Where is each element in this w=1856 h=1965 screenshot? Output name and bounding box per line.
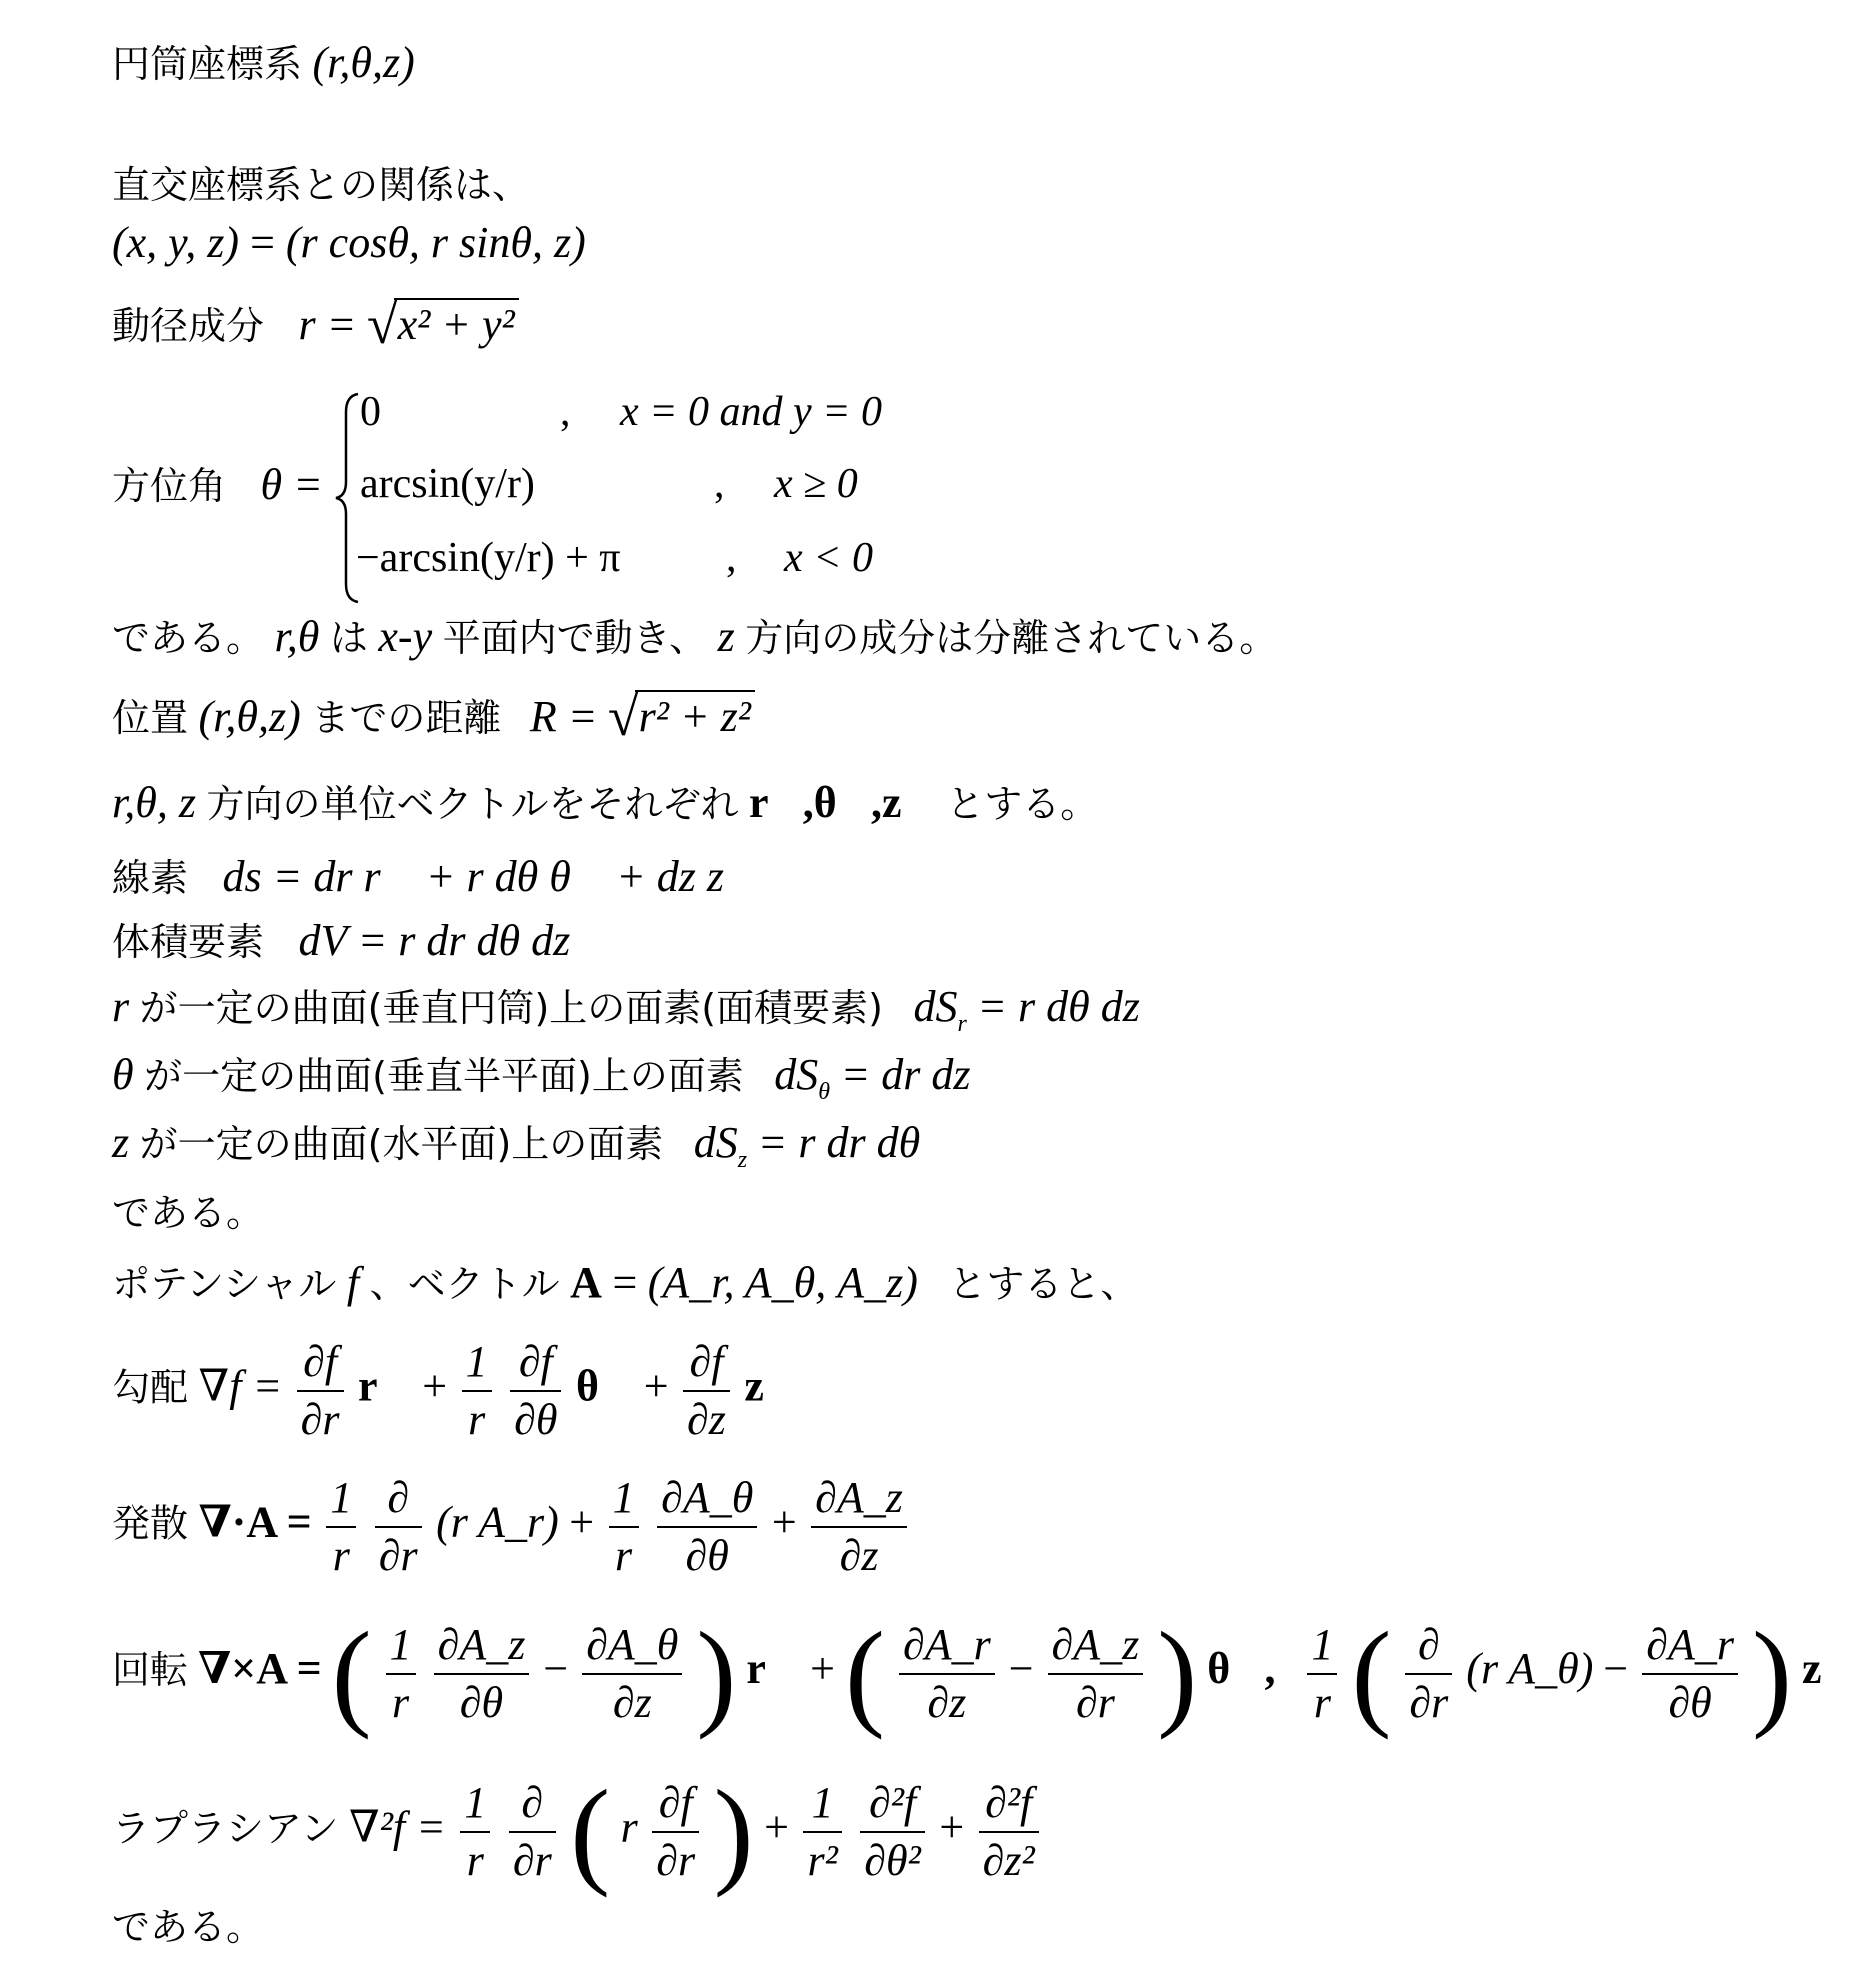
potential-line xyxy=(112,1258,1138,1309)
s1-vars: r,θ xyxy=(274,612,320,661)
grad-frac-1 xyxy=(297,1337,344,1444)
section-title xyxy=(112,38,415,89)
case-cond: x = 0 and y = 0 xyxy=(620,389,882,435)
pot-comps: (A_r, A_θ, A_z) xyxy=(647,1258,918,1307)
denominator: r xyxy=(468,1395,486,1444)
title-text: 円筒座標系 xyxy=(112,42,303,86)
curl-v2: θ⃗, xyxy=(1207,1644,1276,1694)
denominator: ∂r xyxy=(656,1836,696,1885)
s1-d: 方向の成分は分離されている。 xyxy=(745,616,1278,660)
div-lhs: ∇·A = xyxy=(198,1497,312,1547)
numerator: ∂f xyxy=(683,1340,730,1392)
numerator: ∂A_θ xyxy=(657,1476,757,1528)
denominator: ∂r xyxy=(300,1395,340,1444)
surface-r-sub: r xyxy=(957,1011,967,1037)
grad-frac-2 xyxy=(510,1337,561,1444)
numerator: ∂²f xyxy=(860,1781,925,1833)
line-element-formula: ds = dr r⃗ + r dθ θ⃗ + dz z⃗ xyxy=(222,852,759,901)
numerator: ∂ xyxy=(509,1781,556,1833)
dist-math: (r,θ,z) xyxy=(198,692,301,741)
denominator: ∂θ xyxy=(459,1678,504,1727)
denominator: r xyxy=(1313,1678,1332,1727)
grad-lhs: ∇f = xyxy=(198,1361,283,1411)
title-math: (r,θ,z) xyxy=(312,38,415,87)
div-plus: + xyxy=(771,1497,797,1547)
dist-b: までの距離 xyxy=(311,696,502,740)
numerator: ∂ xyxy=(375,1476,422,1528)
surface-r-text: が一定の曲面(垂直円筒)上の面素(面積要素) xyxy=(139,986,883,1030)
dist-a: 位置 xyxy=(112,696,189,740)
grad-v1: r⃗ xyxy=(358,1361,412,1411)
s3-text: である。 xyxy=(112,1905,265,1949)
lap-lhs: ∇²f = xyxy=(348,1802,446,1852)
numerator: ∂f xyxy=(297,1340,344,1392)
volume-element-formula: dV = r dr dθ dz xyxy=(298,916,571,965)
case-comma xyxy=(560,388,571,436)
numerator: 1 xyxy=(462,1340,492,1392)
numerator: ∂A_z xyxy=(1048,1623,1144,1675)
grad-frac-3 xyxy=(683,1337,730,1444)
units-vars: r,θ, z xyxy=(112,778,196,827)
surface-z-var: z xyxy=(112,1118,130,1167)
grad-plus: + xyxy=(643,1361,669,1411)
curl-plus: + xyxy=(810,1644,835,1694)
paren-close: ) xyxy=(1157,1607,1198,1740)
volume-element-label: 体積要素 xyxy=(112,920,265,964)
div-coef-1 xyxy=(326,1473,356,1580)
units-vecs: r⃗,θ⃗,z⃗ xyxy=(749,778,936,827)
curl-coef-1 xyxy=(386,1620,416,1727)
div-deriv-3 xyxy=(811,1473,907,1580)
pot-b: 、ベクトル xyxy=(369,1262,560,1306)
lap-deriv-2 xyxy=(860,1778,925,1885)
units-a: 方向の単位ベクトルをそれぞれ xyxy=(206,782,739,826)
relation-lhs: (x, y, z) xyxy=(112,218,240,267)
case-cond: x ≥ 0 xyxy=(774,461,858,507)
units-b: とする。 xyxy=(946,782,1099,826)
sentence-plane xyxy=(112,612,1277,663)
radial-label: 動径成分 xyxy=(112,304,265,348)
curl-minus: − xyxy=(1008,1644,1034,1694)
paren-close: ) xyxy=(696,1607,737,1740)
intro-text: 直交座標系との関係は、 xyxy=(112,163,531,207)
radial-line xyxy=(112,294,519,356)
numerator: ∂f xyxy=(652,1781,699,1833)
grad-v2: θ⃗ xyxy=(575,1361,634,1411)
grad-plus: + xyxy=(422,1361,448,1411)
surface-theta-text: が一定の曲面(垂直半平面)上の面素 xyxy=(144,1054,744,1098)
numerator: 1 xyxy=(609,1476,639,1528)
line-element xyxy=(112,852,758,903)
s2-text: である。 xyxy=(112,1191,265,1235)
curl-coef-3 xyxy=(1307,1620,1337,1727)
dist-radicand: r² + z² xyxy=(635,690,755,741)
surface-theta-var: θ xyxy=(112,1050,134,1099)
case-cond-2 xyxy=(774,460,858,508)
curl-frac-2b xyxy=(1048,1620,1144,1727)
case-cond-3 xyxy=(784,534,873,582)
denominator: ∂r xyxy=(1075,1678,1115,1727)
surface-z-rhs: = r dr dθ xyxy=(757,1118,921,1167)
paren-open: ( xyxy=(331,1607,372,1740)
numerator: 1 xyxy=(460,1781,490,1833)
curl-minus: − xyxy=(543,1644,569,1694)
numerator: ∂²f xyxy=(979,1781,1039,1833)
denominator: ∂z² xyxy=(982,1836,1035,1885)
surface-theta-lhs: dS xyxy=(774,1050,819,1099)
lap-label: ラプラシアン xyxy=(112,1806,339,1851)
s1-b: は xyxy=(329,616,368,660)
relation-eq: = xyxy=(250,218,275,267)
azimuth-label: 方位角 xyxy=(112,464,227,508)
surface-r-rhs: = r dθ dz xyxy=(977,982,1140,1031)
lap-coef-2 xyxy=(803,1778,841,1885)
paren-open: ( xyxy=(844,1607,885,1740)
paren-open: ( xyxy=(570,1765,611,1898)
paren-close: ) xyxy=(1752,1607,1792,1740)
dist-sqrt: √r² + z² xyxy=(608,692,755,742)
lap-plus: + xyxy=(764,1802,789,1852)
denominator: r² xyxy=(807,1836,838,1885)
numerator: ∂A_r xyxy=(899,1623,995,1675)
surface-element-theta xyxy=(112,1050,971,1117)
lap-inner-r: r xyxy=(620,1802,638,1852)
line-element-label: 線素 xyxy=(112,856,189,900)
radial-lhs: r = xyxy=(298,300,357,349)
numerator: ∂f xyxy=(510,1340,561,1392)
denominator: ∂z xyxy=(839,1531,879,1580)
case-row-2 xyxy=(360,460,535,508)
numerator: 1 xyxy=(326,1476,356,1528)
pot-c: とすると、 xyxy=(948,1262,1139,1306)
denominator: ∂r xyxy=(1409,1678,1449,1727)
denominator: ∂θ xyxy=(1668,1678,1712,1727)
case-comma xyxy=(726,534,737,582)
curl-minus: − xyxy=(1603,1644,1629,1694)
denominator: ∂r xyxy=(512,1836,552,1885)
case-row-1 xyxy=(360,388,381,436)
denominator: ∂θ² xyxy=(864,1836,921,1885)
sentence-end-1 xyxy=(112,1188,264,1238)
denominator: ∂θ xyxy=(514,1395,558,1444)
lap-inner-frac xyxy=(652,1778,699,1885)
radial-radicand: x² + y² xyxy=(394,298,519,349)
case-cond: x < 0 xyxy=(784,535,873,581)
denominator: ∂r xyxy=(378,1531,418,1580)
case-comma-text: , xyxy=(726,535,737,581)
radial-sqrt: √x² + y² xyxy=(367,300,519,350)
denominator: r xyxy=(332,1531,350,1580)
surface-theta-rhs: = dr dz xyxy=(840,1050,971,1099)
curl-arg: (r A_θ) xyxy=(1466,1644,1594,1694)
curl-frac-3b xyxy=(1642,1620,1738,1727)
volume-element xyxy=(112,916,570,967)
azimuth-line xyxy=(112,460,323,511)
case-comma xyxy=(714,460,725,508)
pot-eq: = xyxy=(612,1258,638,1307)
surface-r-lhs: dS xyxy=(913,982,958,1031)
curl-v1: r⃗ xyxy=(746,1644,801,1694)
case-cond-1 xyxy=(620,388,882,436)
numerator: ∂A_z xyxy=(434,1623,530,1675)
denominator: ∂θ xyxy=(685,1531,729,1580)
grad-label: 勾配 xyxy=(112,1365,189,1410)
distance-line xyxy=(112,686,755,748)
curl-formula xyxy=(112,1607,1856,1744)
surface-z-lhs: dS xyxy=(693,1118,738,1167)
s1-plane: x-y xyxy=(378,612,433,661)
div-deriv-2 xyxy=(657,1473,757,1580)
surface-element-z xyxy=(112,1118,920,1185)
gradient-formula xyxy=(112,1337,799,1450)
curl-frac-1a xyxy=(434,1620,530,1727)
div-label: 発散 xyxy=(112,1501,189,1546)
numerator: 1 xyxy=(386,1623,416,1675)
curl-v3: z⃗ xyxy=(1801,1644,1856,1694)
pot-a: ポテンシャル xyxy=(112,1262,337,1306)
laplacian-formula xyxy=(112,1765,1043,1902)
sentence-end-2 xyxy=(112,1902,264,1952)
pot-A: A xyxy=(570,1258,602,1307)
curl-lhs: ∇×A = xyxy=(198,1644,322,1694)
numerator: ∂A_r xyxy=(1642,1623,1738,1675)
lap-coef-1 xyxy=(460,1778,490,1885)
divergence-formula xyxy=(112,1473,911,1586)
case-expr: −arcsin(y/r) + π xyxy=(356,535,621,581)
paren-open: ( xyxy=(1351,1607,1392,1740)
relation-formula xyxy=(112,218,586,268)
case-comma-text: , xyxy=(560,389,571,435)
case-expr: 0 xyxy=(360,389,381,435)
curl-frac-1b xyxy=(582,1620,682,1727)
div-deriv-1 xyxy=(375,1473,422,1580)
denominator: r xyxy=(392,1678,410,1727)
lap-deriv-3 xyxy=(979,1778,1039,1885)
unit-vectors-line xyxy=(112,778,1098,829)
denominator: ∂z xyxy=(612,1678,652,1727)
lap-deriv-1 xyxy=(509,1778,556,1885)
azimuth-lhs: θ = xyxy=(260,460,323,509)
surface-z-sub: z xyxy=(737,1147,748,1173)
div-arg: (r A_r) xyxy=(436,1497,559,1547)
pot-f: f xyxy=(346,1258,360,1307)
numerator: ∂A_θ xyxy=(582,1623,682,1675)
numerator: 1 xyxy=(803,1781,841,1833)
s1-a: である。 xyxy=(112,616,265,660)
curl-label: 回転 xyxy=(112,1648,189,1693)
grad-v3: z⃗ xyxy=(744,1361,799,1411)
div-plus: + xyxy=(569,1497,595,1547)
numerator: 1 xyxy=(1307,1623,1337,1675)
denominator: ∂z xyxy=(687,1395,726,1444)
div-coef-2 xyxy=(609,1473,639,1580)
s1-c: 平面内で動き、 xyxy=(442,616,708,660)
curl-frac-2a xyxy=(899,1620,995,1727)
grad-coef xyxy=(462,1337,492,1444)
surface-theta-sub: θ xyxy=(818,1079,831,1105)
denominator: r xyxy=(615,1531,633,1580)
denominator: r xyxy=(466,1836,484,1885)
denominator: ∂z xyxy=(927,1678,967,1727)
numerator: ∂A_z xyxy=(811,1476,907,1528)
lap-plus: + xyxy=(939,1802,965,1852)
s1-z: z xyxy=(717,612,735,661)
intro-line xyxy=(112,160,530,210)
relation-rhs: (r cosθ, r sinθ, z) xyxy=(285,218,586,267)
case-expr: arcsin(y/r) xyxy=(360,461,535,507)
numerator: ∂ xyxy=(1405,1623,1452,1675)
paren-close: ) xyxy=(713,1765,754,1898)
curl-deriv-3 xyxy=(1405,1620,1452,1727)
case-row-3 xyxy=(356,534,621,582)
dist-lhs: R = xyxy=(529,692,598,741)
case-comma-text: , xyxy=(714,461,725,507)
surface-r-var: r xyxy=(112,982,130,1031)
surface-z-text: が一定の曲面(水平面)上の面素 xyxy=(139,1122,664,1166)
surface-element-r xyxy=(112,982,1140,1049)
